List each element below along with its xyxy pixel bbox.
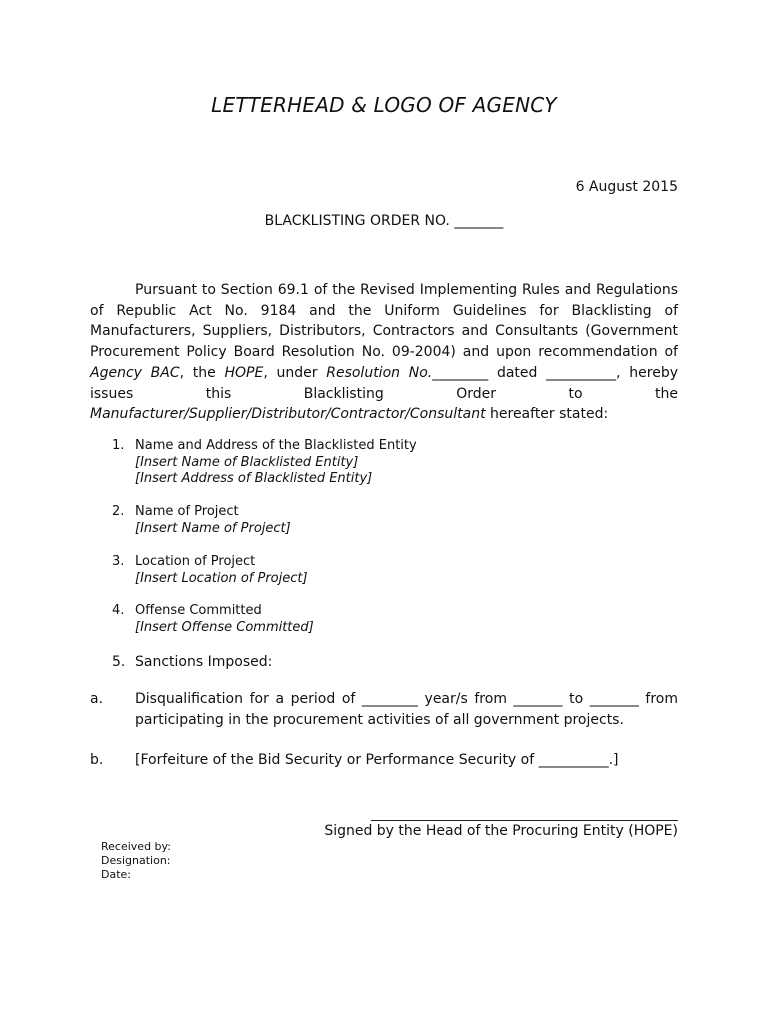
- placeholder-project-name: [Insert Name of Project]: [135, 520, 291, 536]
- agency-bac-text: Agency BAC: [90, 364, 180, 381]
- body-text-3: , under: [263, 364, 327, 381]
- body-text-2: , the: [179, 364, 225, 381]
- list-item-number: 2.: [112, 504, 125, 519]
- list-item-number: 1.: [112, 438, 125, 453]
- order-number: BLACKLISTING ORDER NO. _______: [264, 213, 504, 229]
- list-item-title: Name of Project: [135, 504, 239, 519]
- list-item-title: Name and Address of the Blacklisted Entity: [135, 438, 417, 453]
- order-body-paragraph: [90, 280, 678, 425]
- list-item-title: Offense Committed: [135, 603, 262, 618]
- placeholder-project-location: [Insert Location of Project]: [135, 570, 308, 586]
- body-text-1: Pursuant to Section 69.1 of the Revised Implementing Rules and Regulations of Republic Act No. 9184 and the Uniform Guidelines for Blacklisting of Manufacturers, Suppliers, Distributors, Contractors and Consultants (Government Procurement Policy Board Resolution No. 09-2004) and upon recommendation of: [90, 282, 678, 361]
- list-item-number: 3.: [112, 554, 125, 569]
- letterhead-title: LETTERHEAD & LOGO OF AGENCY: [211, 93, 557, 117]
- body-text-5: hereafter stated:: [485, 406, 609, 423]
- sanction-letter: a.: [90, 691, 104, 707]
- received-block: [101, 840, 171, 882]
- placeholder-entity-address: [Insert Address of Blacklisted Entity]: [135, 471, 373, 486]
- placeholder-offense: [Insert Offense Committed]: [135, 619, 314, 635]
- sanction-text: [Forfeiture of the Bid Security or Performance Security of __________.]: [135, 752, 619, 768]
- list-item-number: 4.: [112, 603, 125, 618]
- entity-types-text: Manufacturer/Supplier/Distributor/Contractor/Consultant: [90, 406, 486, 423]
- signature-line: [371, 820, 678, 821]
- received-by-label: Received by:: [101, 840, 171, 853]
- resolution-no-text: Resolution No.: [326, 364, 433, 381]
- list-item-number: 5.: [112, 654, 126, 670]
- sanction-text: Disqualification for a period of ________ year/s from _______ to _______ from participating in the procurement activities of all government projects.: [135, 691, 678, 728]
- hope-text: HOPE: [224, 364, 264, 381]
- order-date: 6 August 2015: [575, 179, 678, 195]
- placeholder-entity-name: [Insert Name of Blacklisted Entity]: [135, 454, 359, 470]
- list-item-title: Sanctions Imposed:: [135, 654, 273, 670]
- sanction-letter: b.: [90, 752, 104, 768]
- body-text-4: ________ dated __________, hereby issues this Blacklisting Order to the: [90, 364, 679, 402]
- signature-label: Signed by the Head of the Procuring Entity (HOPE): [324, 823, 678, 839]
- date-label: Date:: [101, 868, 131, 881]
- designation-label: Designation:: [101, 854, 171, 867]
- list-item-title: Location of Project: [135, 554, 256, 569]
